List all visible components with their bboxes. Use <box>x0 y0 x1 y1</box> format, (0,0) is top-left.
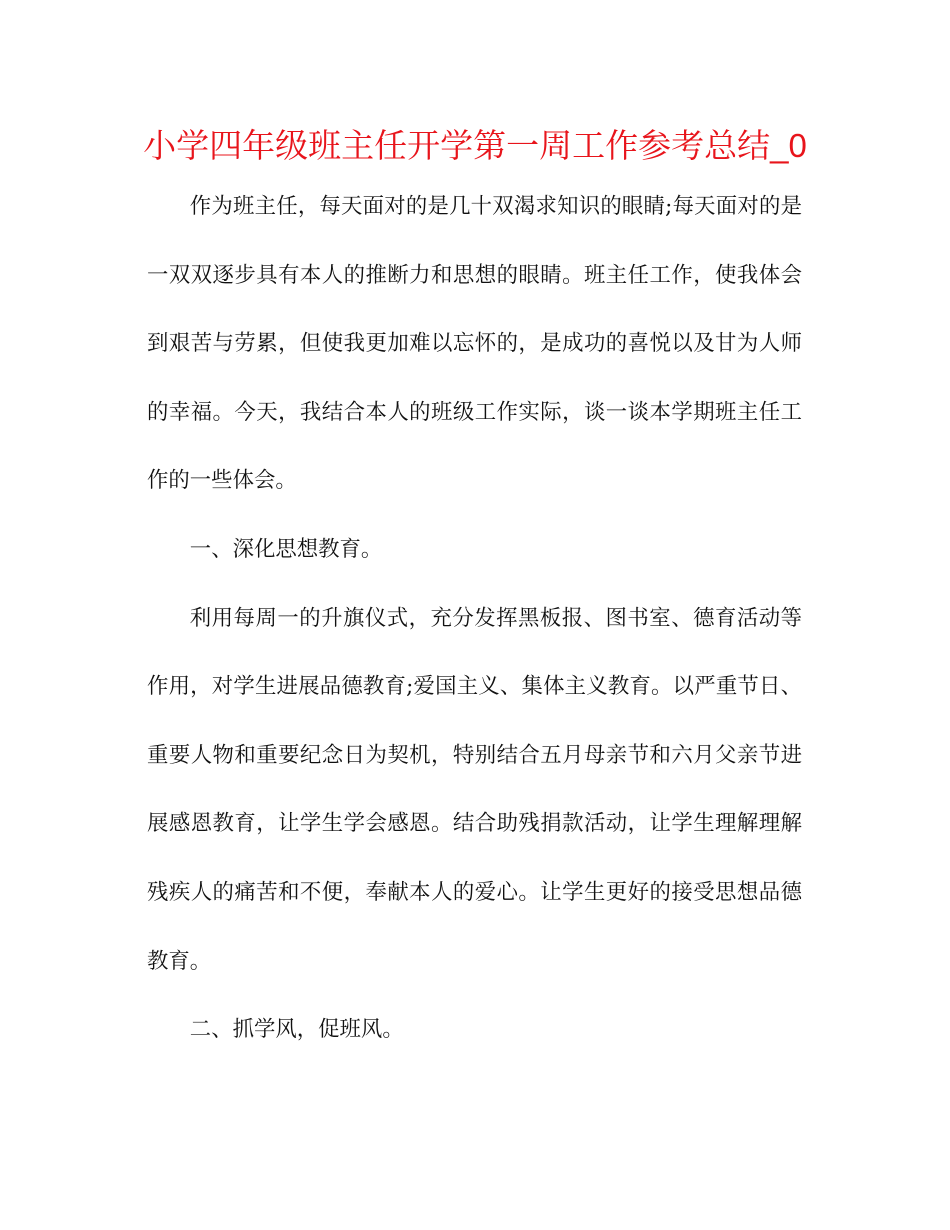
section-heading-2: 二、抓学风，促班风。 <box>189 1017 404 1043</box>
paragraph-intro: 作为班主任，每天面对的是几十双渴求知识的眼睛;每天面对的是一双双逐步具有本人的推断力和思想的眼睛。班主任工作，使我体会到艰苦与劳累，但使我更加难以忘怀的，是成功的喜悦以及甘为人师的幸福。今天，我结合本人的班级工作实际，谈一谈本学期班主任工作的一些体会。 <box>147 194 802 494</box>
document-title: 小学四年级班主任开学第一周工作参考总结_0 <box>143 127 807 164</box>
paragraph-section-1: 利用每周一的升旗仪式，充分发挥黑板报、图书室、德育活动等作用，对学生进展品德教育;爱国主义、集体主义教育。以严重节日、重要人物和重要纪念日为契机，特别结合五月母亲节和六月父亲节进展感恩教育，让学生学会感恩。结合助残捐款活动，让学生理解理解残疾人的痛苦和不便，奉献本人的爱心。让学生更好的接受思想品德教育。 <box>147 605 802 974</box>
section-heading-1: 一、深化思想教育。 <box>189 536 383 562</box>
document-body <box>147 173 802 1065</box>
